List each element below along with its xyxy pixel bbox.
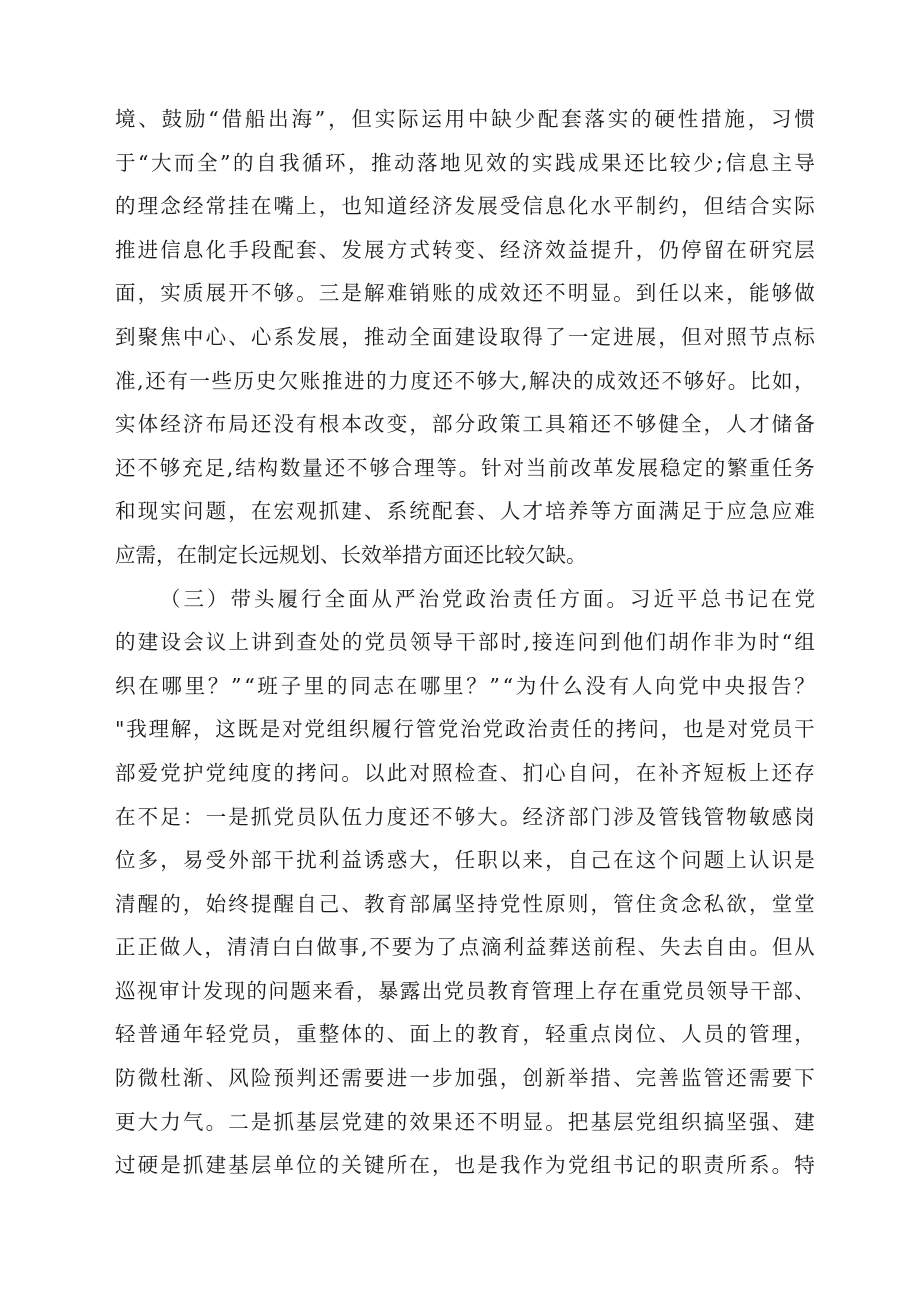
text-line: 部 爱 党 护 党 纯 度 的 拷 问 。 以 此 对 照 检 查 、 扪 心 自 问 ， 在 补 齐 短 板 上 还 存 — [115, 760, 815, 785]
text-line: 和 现 实 问 题 ， 在 宏 观 抓 建 、 系 统 配 套 、 人 才 培 养 等 方 面 满 足 于 应 急 应 难 — [115, 499, 815, 524]
text-line: 境 、 鼓 励 “ 借 船 出 海 ” ， 但 实 际 运 用 中 缺 少 配 套 落 实 的 硬 性 措 施 ， 习 惯 — [115, 107, 815, 131]
text-line: 还 不 够 充 足 , 结 构 数 量 还 不 够 合 理 等 。 针 对 当 前 改 革 发 展 稳 定 的 繁 重 任 务 — [115, 455, 815, 480]
text-line: 织 在 哪 里 ？ ” “ 班 子 里 的 同 志 在 哪 里 ？ ” “ 为 什 么 没 有 人 向 党 中 央 报 告 ？ — [115, 673, 815, 698]
text-line: 的 理 念 经 常 挂 在 嘴 上 ， 也 知 道 经 济 发 展 受 信 息 化 水 平 制 约 ， 但 结 合 实 际 — [115, 194, 815, 219]
text-line: 的 建 设 会 议 上 讲 到 查 处 的 党 员 领 导 干 部 时 , 接 连 问 到 他 们 胡 作 非 为 时 “ 组 — [115, 630, 815, 655]
text-line: 更 大 力 气 。 二 是 抓 基 层 党 建 的 效 果 还 不 明 显 。 把 基 层 党 组 织 搞 坚 强 、 建 — [115, 1109, 815, 1134]
text-line: " 我 理 解 ， 这 既 是 对 党 组 织 履 行 管 党 治 党 政 治 责 任 的 拷 问 ， 也 是 对 党 员 干 — [115, 717, 815, 742]
text-line: 推 进 信 息 化 手 段 配 套 、 发 展 方 式 转 变 、 经 济 效 益 提 升 ， 仍 停 留 在 研 究 层 — [115, 237, 815, 262]
text-line: 实 体 经 济 布 局 还 没 有 根 本 改 变 ， 部 分 政 策 工 具 箱 还 不 够 健 全 ， 人 才 储 备 — [115, 412, 815, 437]
text-line: 正 正 做 人 ， 清 清 白 白 做 事 , 不 要 为 了 点 滴 利 益 葬 送 前 程 、 失 去 自 由 。 但 从 — [115, 935, 815, 960]
text-line: 到 聚 焦 中 心 、 心 系 发 展 ， 推 动 全 面 建 设 取 得 了 一 定 进 展 ， 但 对 照 节 点 标 — [115, 324, 815, 349]
text-line: 准 , 还 有 一 些 历 史 欠 账 推 进 的 力 度 还 不 够 大 , 解 决 的 成 效 还 不 够 好 。 比 如 ， — [115, 368, 815, 393]
text-line: 轻 普 通 年 轻 党 员 ， 重 整 体 的 、 面 上 的 教 育 ， 轻 重 点 岗 位 、 人 员 的 管 理 ， — [115, 1022, 815, 1047]
text-line: 位 多 ， 易 受 外 部 干 扰 利 益 诱 惑 大 ， 任 职 以 来 ， 自 己 在 这 个 问 题 上 认 识 是 — [115, 848, 815, 873]
text-line: 面 ， 实 质 展 开 不 够 。 三 是 解 难 销 账 的 成 效 还 不 明 显 。 到 任 以 来 ， 能 够 做 — [115, 281, 815, 306]
text-line: 巡 视 审 计 发 现 的 问 题 来 看 ， 暴 露 出 党 员 教 育 管 理 上 存 在 重 党 员 领 导 干 部 、 — [115, 978, 815, 1003]
text-line: 清 醒 的 ， 始 终 提 醒 自 己 、 教 育 部 属 坚 持 党 性 原 则 ， 管 住 贪 念 私 欲 ， 堂 堂 — [115, 891, 815, 916]
text-line: 防 微 杜 渐 、 风 险 预 判 还 需 要 进 一 步 加 强 ， 创 新 举 措 、 完 善 监 管 还 需 要 下 — [115, 1066, 815, 1091]
section-heading-line: （ 三 ） 带 头 履 行 全 面 从 严 治 党 政 治 责 任 方 面 。 习 近 平 总 书 记 在 党 — [160, 586, 815, 611]
text-line: 于 “ 大 而 全 ” 的 自 我 循 环 ， 推 动 落 地 见 效 的 实 践 成 果 还 比 较 少 ; 信 息 主 导 — [115, 150, 815, 175]
paragraph-end-line: 应需，在制定长远规划、长效举措方面还比较欠缺。 — [115, 542, 587, 567]
text-line: 在 不 足 ： 一 是 抓 党 员 队 伍 力 度 还 不 够 大 。 经 济 部 门 涉 及 管 钱 管 物 敏 感 岗 — [115, 804, 815, 829]
body-text — [115, 98, 815, 1188]
text-line: 过 硬 是 抓 建 基 层 单 位 的 关 键 所 在 ， 也 是 我 作 为 党 组 书 记 的 职 责 所 系 。 特 — [115, 1153, 815, 1178]
